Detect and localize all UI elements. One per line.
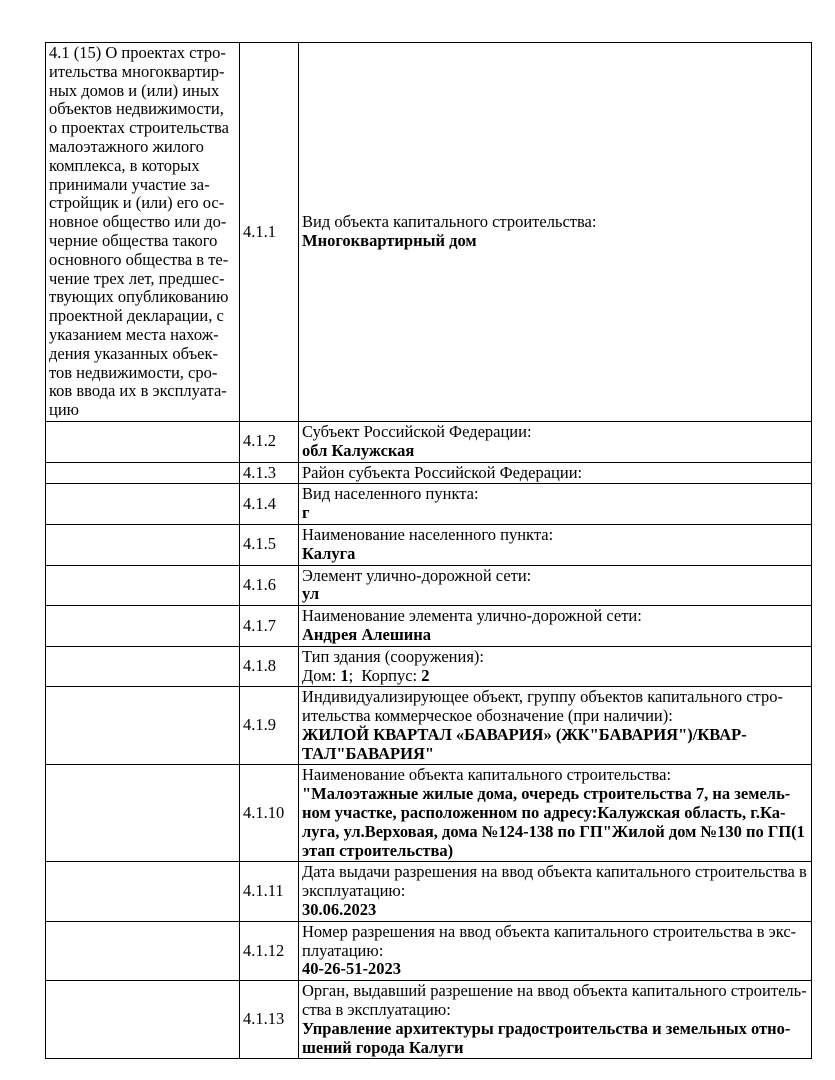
field-cell [299, 484, 812, 525]
declaration-table-body [46, 43, 812, 1059]
field-label: Вид объекта капитального строительства: [302, 212, 597, 232]
left-empty-cell [46, 921, 240, 980]
table-row [46, 687, 812, 765]
field-label: Субъект Российской Федерации: [302, 421, 532, 441]
field-value: 40-26-51-2023 [302, 959, 401, 979]
field-value: ул [302, 584, 320, 604]
row-number: 4.1.1 [240, 43, 299, 422]
row-number: 4.1.5 [240, 524, 299, 565]
row-number: 4.1.6 [240, 565, 299, 606]
field-value: ЖИЛОЙ КВАРТАЛ «БАВАРИЯ» (ЖК"БАВАРИЯ")/КВАР-ТАЛ"БАВАРИЯ" [302, 724, 747, 763]
field-value [302, 667, 808, 686]
field-cell [299, 462, 812, 484]
table-row [46, 862, 812, 921]
table-row [46, 646, 812, 687]
table-row [46, 524, 812, 565]
field-value-segment-bold: 1 [340, 665, 349, 685]
row-number: 4.1.13 [240, 981, 299, 1059]
left-empty-cell [46, 765, 240, 862]
table-row [46, 921, 812, 980]
table-row [46, 43, 812, 422]
left-empty-cell [46, 524, 240, 565]
field-label: Наименование объекта капитального строительства: [302, 765, 672, 785]
field-label: Элемент улично-дорожной сети: [302, 565, 532, 585]
field-label: Тип здания (сооружения): [302, 646, 484, 666]
field-cell [299, 921, 812, 980]
field-value-segment: ; Корпус: [348, 665, 422, 685]
field-value: обл Калужская [302, 440, 415, 460]
row-number: 4.1.9 [240, 687, 299, 765]
left-empty-cell [46, 687, 240, 765]
field-label: Район субъекта Российской Федерации: [302, 462, 583, 482]
field-cell [299, 862, 812, 921]
table-row [46, 565, 812, 606]
left-empty-cell [46, 565, 240, 606]
field-label: Индивидуализирующее объект, группу объектов капитального стро-ительства коммерческое обозначение (при наличии): [302, 687, 783, 726]
field-label: Дата выдачи разрешения на ввод объекта капитального строительства в эксплуатацию: [302, 862, 811, 901]
row-number: 4.1.10 [240, 765, 299, 862]
table-row [46, 462, 812, 484]
left-empty-cell [46, 484, 240, 525]
field-value: "Малоэтажные жилые дома, очередь строительства 7, на земель-ном участке, расположенном по адресу:Калужская область, г.Ка-луга, ул.Верховая, дома №124-138 по ГП"Жилой дом №130 по ГП(1 этап строительства) [302, 784, 810, 860]
table-row [46, 765, 812, 862]
field-value: Управление архитектуры градостроительства и земельных отно-шений города Калуги [302, 1018, 791, 1057]
section-description-cell: 4.1 (15) О проектах стро-ительства многоквартир-ных домов и (или) иных объектов недвижимости, о проектах строительства малоэтажного жилого комплекса, в которых принимали участие за-стройщик и (или) его ос-новное общество или до-черние общества такого основного общества в те-чение трех лет, предшес-твующих опубликованию проектной декларации, с указанием места нахож-дения указанных объек-тов недвижимости, сро-ков ввода их в эксплуата-цию [46, 43, 240, 422]
field-cell [299, 524, 812, 565]
field-cell [299, 421, 812, 462]
field-cell [299, 565, 812, 606]
field-value-segment: Дом: [302, 665, 341, 685]
field-label: Вид населенного пункта: [302, 484, 479, 504]
table-row [46, 421, 812, 462]
table-row [46, 484, 812, 525]
row-number: 4.1.12 [240, 921, 299, 980]
field-value: Многоквартирный дом [302, 230, 477, 250]
row-number: 4.1.8 [240, 646, 299, 687]
field-label: Орган, выдавший разрешение на ввод объекта капитального строитель-ства в эксплуатацию: [302, 981, 807, 1020]
field-value-segment-bold: 2 [421, 665, 430, 685]
row-number: 4.1.3 [240, 462, 299, 484]
row-number: 4.1.2 [240, 421, 299, 462]
row-number: 4.1.11 [240, 862, 299, 921]
left-empty-cell [46, 421, 240, 462]
row-number: 4.1.7 [240, 606, 299, 647]
field-value: г [302, 503, 310, 523]
field-cell [299, 646, 812, 687]
declaration-table [45, 42, 812, 1059]
table-row [46, 606, 812, 647]
field-value: 30.06.2023 [302, 900, 377, 920]
row-number: 4.1.4 [240, 484, 299, 525]
field-value: Калуга [302, 543, 356, 563]
field-cell [299, 687, 812, 765]
left-empty-cell [46, 462, 240, 484]
field-label: Номер разрешения на ввод объекта капитального строительства в экс-плуатацию: [302, 921, 797, 960]
left-empty-cell [46, 862, 240, 921]
left-empty-cell [46, 646, 240, 687]
left-empty-cell [46, 606, 240, 647]
field-cell [299, 606, 812, 647]
field-cell [299, 765, 812, 862]
field-cell [299, 43, 812, 422]
field-label: Наименование населенного пункта: [302, 524, 554, 544]
field-cell [299, 981, 812, 1059]
field-label: Наименование элемента улично-дорожной сети: [302, 606, 642, 626]
table-row [46, 981, 812, 1059]
field-value: Андрея Алешина [302, 624, 432, 644]
left-empty-cell [46, 981, 240, 1059]
